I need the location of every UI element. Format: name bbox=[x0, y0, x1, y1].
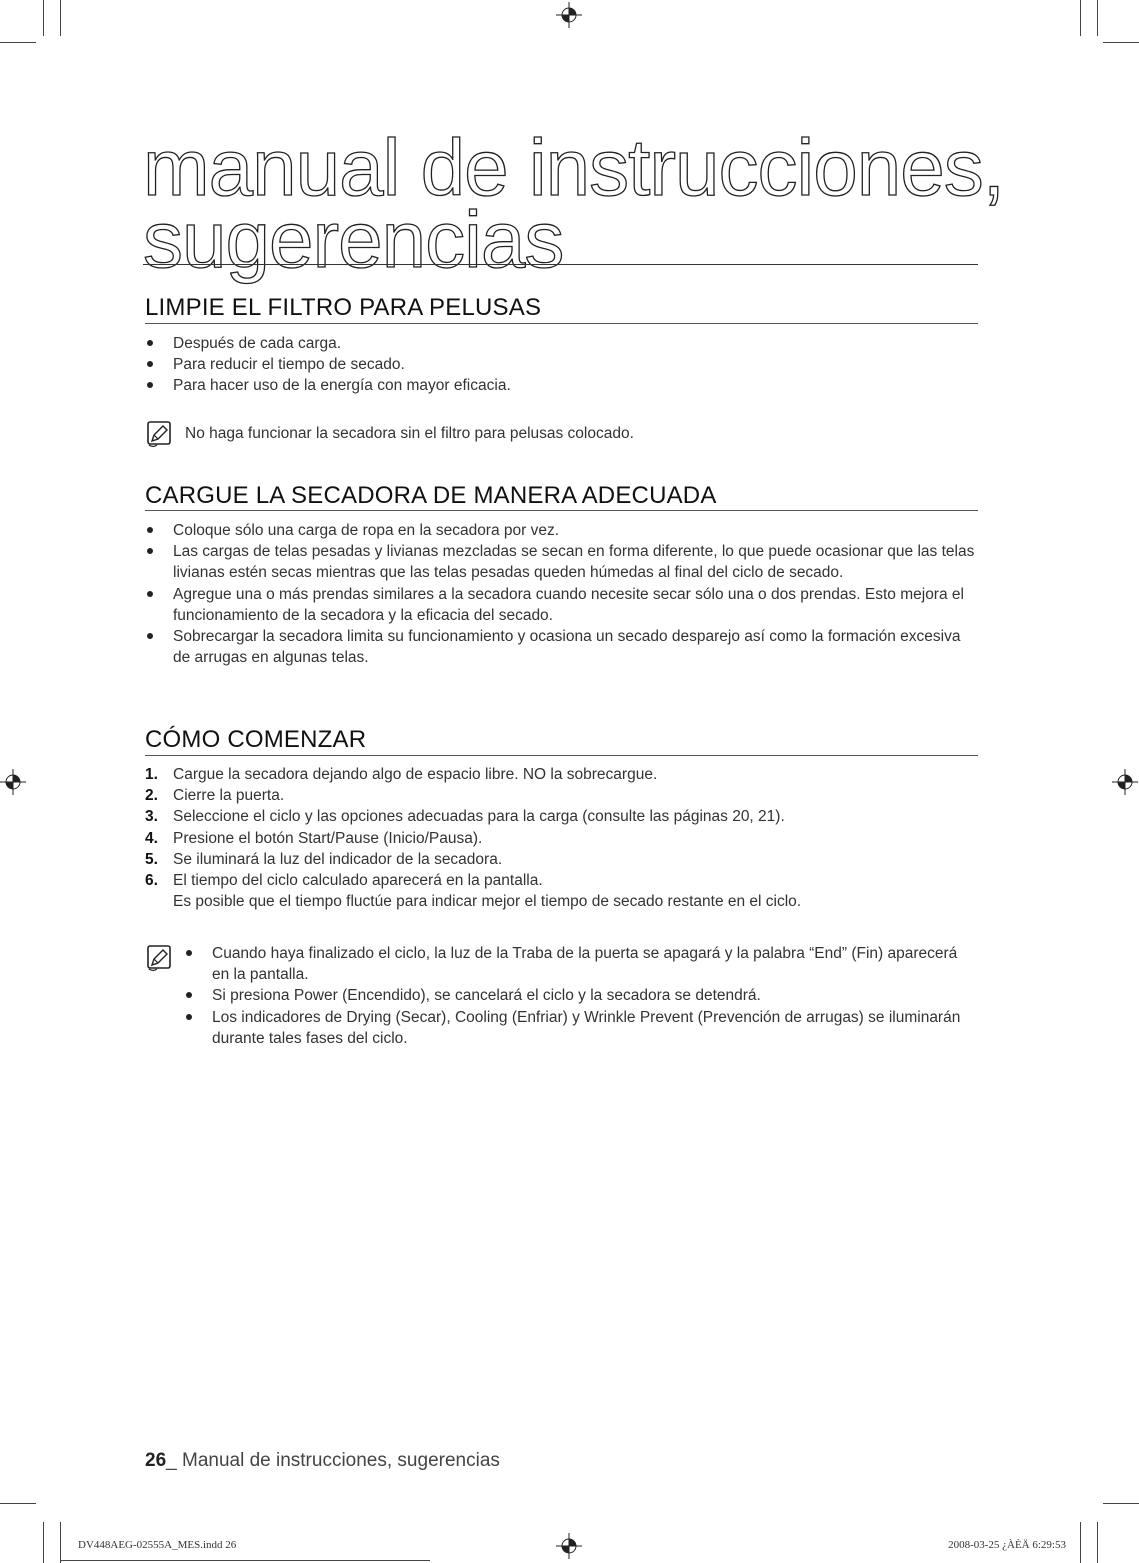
title-rule bbox=[143, 264, 978, 265]
step-extra: Es posible que el tiempo fluctúe para indicar mejor el tiempo de secado restante en el ciclo. bbox=[173, 893, 802, 911]
section-rule bbox=[145, 323, 978, 324]
lint-filter-note: No haga funcionar la secadora sin el filtro para pelusas colocado. bbox=[185, 425, 634, 442]
step-number: 1. bbox=[145, 766, 158, 783]
section-heading-lint-filter: LIMPIE EL FILTRO PARA PELUSAS bbox=[145, 294, 542, 321]
step-item: 4. Presione el botón Start/Pause (Inicio/Pausa). bbox=[145, 828, 975, 849]
page-footer bbox=[145, 1450, 500, 1472]
note-pencil-icon bbox=[147, 945, 171, 973]
section-rule bbox=[145, 510, 978, 511]
step-number: 6. bbox=[145, 872, 158, 890]
list-item: Para reducir el tiempo de secado. bbox=[173, 356, 405, 374]
print-slug-timestamp: 2008-03-25 ¿ÀÈÄ 6:29:53 bbox=[948, 1539, 1066, 1551]
note-item: Si presiona Power (Encendido), se cancelará el ciclo y la secadora se detendrá. bbox=[212, 987, 761, 1005]
registration-mark-icon bbox=[556, 2, 582, 28]
section-heading-load-dryer: CARGUE LA SECADORA DE MANERA ADECUADA bbox=[145, 482, 717, 509]
step-number: 3. bbox=[145, 808, 158, 826]
lint-filter-list bbox=[145, 333, 975, 397]
list-item: Agregue una o más prendas similares a la secadora cuando necesite secar sólo una o dos prendas. Esto mejora el funcionamiento de la secadora y la eficacia del secado. bbox=[173, 585, 964, 624]
step-number: 4. bbox=[145, 829, 158, 847]
section-rule bbox=[145, 755, 978, 756]
step-item: 6. El tiempo del ciclo calculado aparecerá en la pantalla. Es posible que el tiempo fluctúe para indicar mejor el tiempo de secado restante en el ciclo. bbox=[145, 872, 802, 911]
list-item: Sobrecargar la secadora limita su funcionamiento y ocasiona un secado desparejo así como la formación excesiva de arrugas en algunas telas. bbox=[173, 628, 961, 667]
list-item: Para hacer uso de la energía con mayor eficacia. bbox=[173, 377, 511, 395]
step-item: 5. Se iluminará la luz del indicador de la secadora. bbox=[145, 849, 975, 870]
load-dryer-list bbox=[145, 520, 975, 668]
print-slug-file: DV448AEG-02555A_MES.indd 26 bbox=[78, 1539, 237, 1551]
page-title-line-1: manual de instrucciones, bbox=[143, 123, 1004, 212]
registration-mark-icon bbox=[1112, 769, 1138, 795]
section-heading-getting-started: CÓMO COMENZAR bbox=[145, 726, 367, 753]
page-title-line-2: sugerencias bbox=[143, 195, 564, 284]
step-item: 2. Cierre la puerta. bbox=[145, 785, 975, 806]
getting-started-notes bbox=[183, 943, 973, 1049]
step-number: 5. bbox=[145, 850, 158, 868]
note-pencil-icon bbox=[147, 421, 171, 449]
note-item: Cuando haya finalizado el ciclo, la luz de la Traba de la puerta se apagará y la palabra “End” (Fin) aparecerá en la pantalla. bbox=[212, 945, 958, 984]
list-item: Las cargas de telas pesadas y livianas mezcladas se secan en forma diferente, lo que puede ocasionar que las telas livianas estén secas mientras que las telas pesadas queden húmedas al final del ciclo de secado. bbox=[173, 543, 975, 582]
getting-started-steps bbox=[145, 764, 975, 912]
page-number: 26 bbox=[145, 1450, 167, 1471]
registration-mark-icon bbox=[0, 769, 26, 795]
step-item: 1. Cargue la secadora dejando algo de espacio libre. NO la sobrecargue. bbox=[145, 764, 975, 785]
note-item: Los indicadores de Drying (Secar), Cooling (Enfriar) y Wrinkle Prevent (Prevención de arrugas) se iluminarán durante tales fases del ciclo. bbox=[212, 1008, 961, 1047]
page-footer-title: _ Manual de instrucciones, sugerencias bbox=[166, 1450, 500, 1471]
step-number: 2. bbox=[145, 787, 158, 805]
list-item: Después de cada carga. bbox=[173, 335, 342, 352]
list-item: Coloque sólo una carga de ropa en la secadora por vez. bbox=[173, 522, 560, 539]
registration-mark-icon bbox=[556, 1533, 582, 1559]
step-item: 3. Seleccione el ciclo y las opciones adecuadas para la carga (consulte las páginas 20, 21). bbox=[145, 806, 975, 827]
